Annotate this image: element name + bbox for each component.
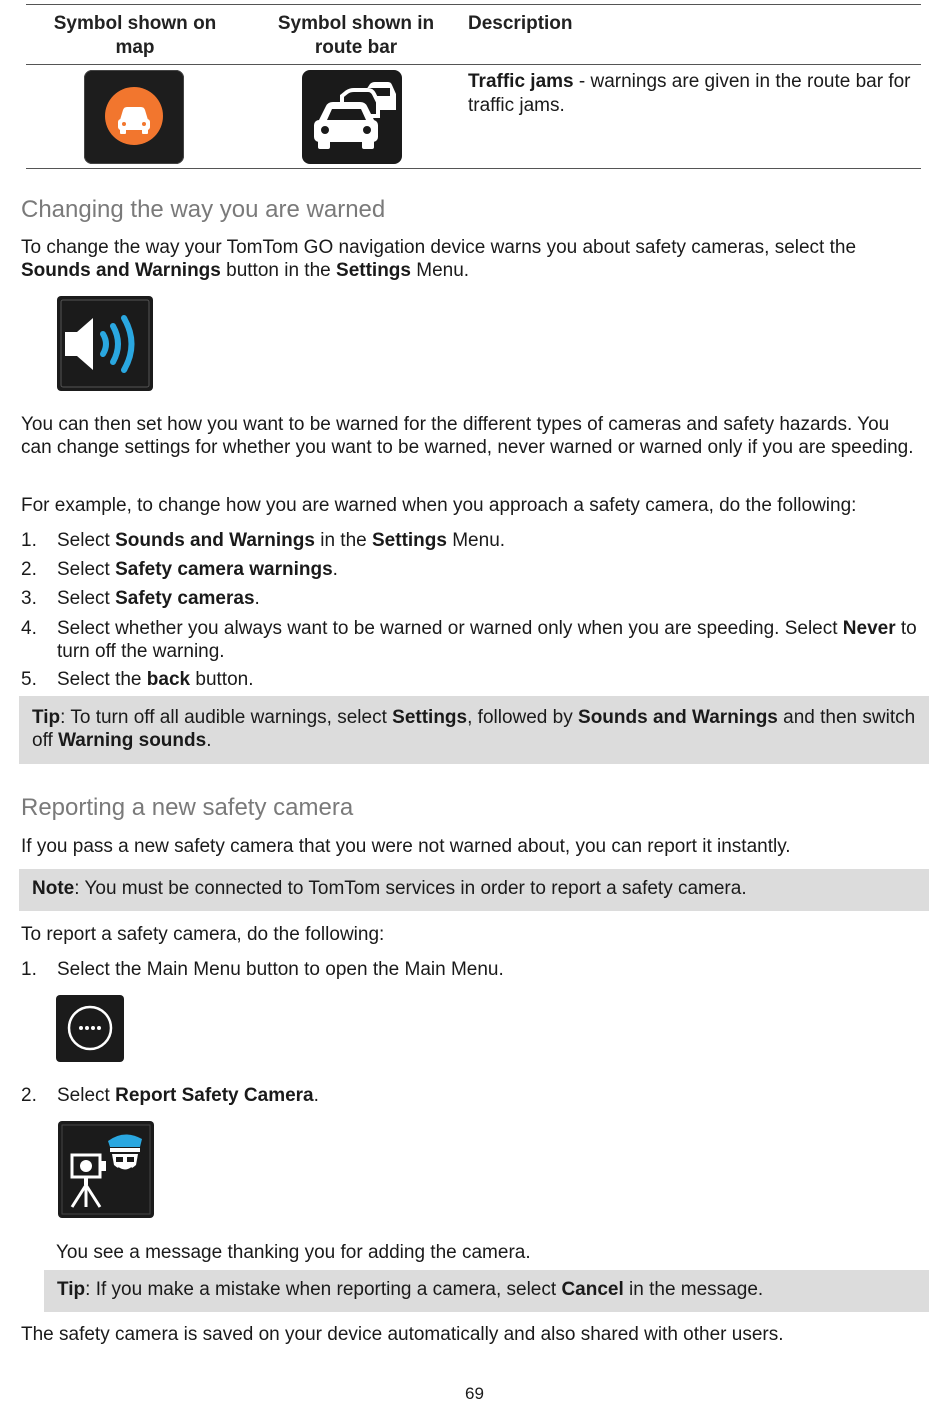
header-description: Description (468, 13, 573, 34)
traffic-jam-map-icon (84, 70, 184, 164)
header-route-bar-symbol: Symbol shown in route bar (277, 13, 435, 58)
page-number: 69 (465, 1384, 484, 1403)
table-rule (26, 64, 921, 65)
traffic-jam-route-bar-icon (302, 70, 402, 164)
list-item: 4. Select whether you always want to be warned or warned only when you are speeding. Select Never to turn off the warning. (21, 618, 917, 662)
report-steps-intro: To report a safety camera, do the following: (21, 924, 385, 945)
traffic-jams-description (468, 70, 918, 118)
section-heading-changing-warnings: Changing the way you are warned (21, 196, 386, 223)
note-box: Note: You must be connected to TomTom services in order to report a safety camera. (19, 869, 929, 911)
list-item: 3. Select Safety cameras. (21, 588, 260, 609)
traffic-jams-title: Traffic jams (468, 71, 574, 92)
list-item: 2. Select Report Safety Camera. (21, 1085, 319, 1106)
list-item: 5. Select the back button. (21, 669, 254, 690)
section-heading-reporting-camera: Reporting a new safety camera (21, 794, 354, 821)
tip-box-warnings: Tip: To turn off all audible warnings, select Settings, followed by Sounds and Warnings and then switch off Warning sounds. (19, 696, 929, 764)
report-intro-paragraph: If you pass a new safety camera that you were not warned about, you can report it instantly. (21, 836, 791, 857)
report-safety-camera-icon[interactable] (58, 1121, 154, 1218)
main-menu-icon[interactable] (56, 995, 124, 1062)
traffic-jams-text: - warnings are given in the route bar for traffic jams. (468, 71, 911, 116)
list-item: 2. Select Safety camera warnings. (21, 559, 338, 580)
sounds-and-warnings-icon[interactable] (57, 296, 153, 391)
thanks-message: You see a message thanking you for adding the camera. (56, 1242, 531, 1263)
warning-settings-paragraph: You can then set how you want to be warned for the different types of cameras and safety hazards. You can change settings for whether you want to be warned, never warned or warned only if you are speeding. (21, 414, 914, 458)
intro-paragraph: To change the way your TomTom GO navigation device warns you about safety cameras, select the Sounds and Warnings button in the Settings Menu. (21, 237, 857, 281)
list-item: 1. Select the Main Menu button to open the Main Menu. (21, 959, 504, 980)
table-rule (26, 4, 921, 5)
tip-box-report: Tip: If you make a mistake when reporting a camera, select Cancel in the message. (44, 1270, 929, 1312)
header-map-symbol: Symbol shown on map (53, 13, 217, 58)
table-rule (26, 168, 921, 169)
saved-paragraph: The safety camera is saved on your device automatically and also shared with other users. (21, 1324, 784, 1345)
list-item: 1. Select Sounds and Warnings in the Settings Menu. (21, 530, 506, 551)
example-paragraph: For example, to change how you are warned when you approach a safety camera, do the following: (21, 495, 857, 516)
